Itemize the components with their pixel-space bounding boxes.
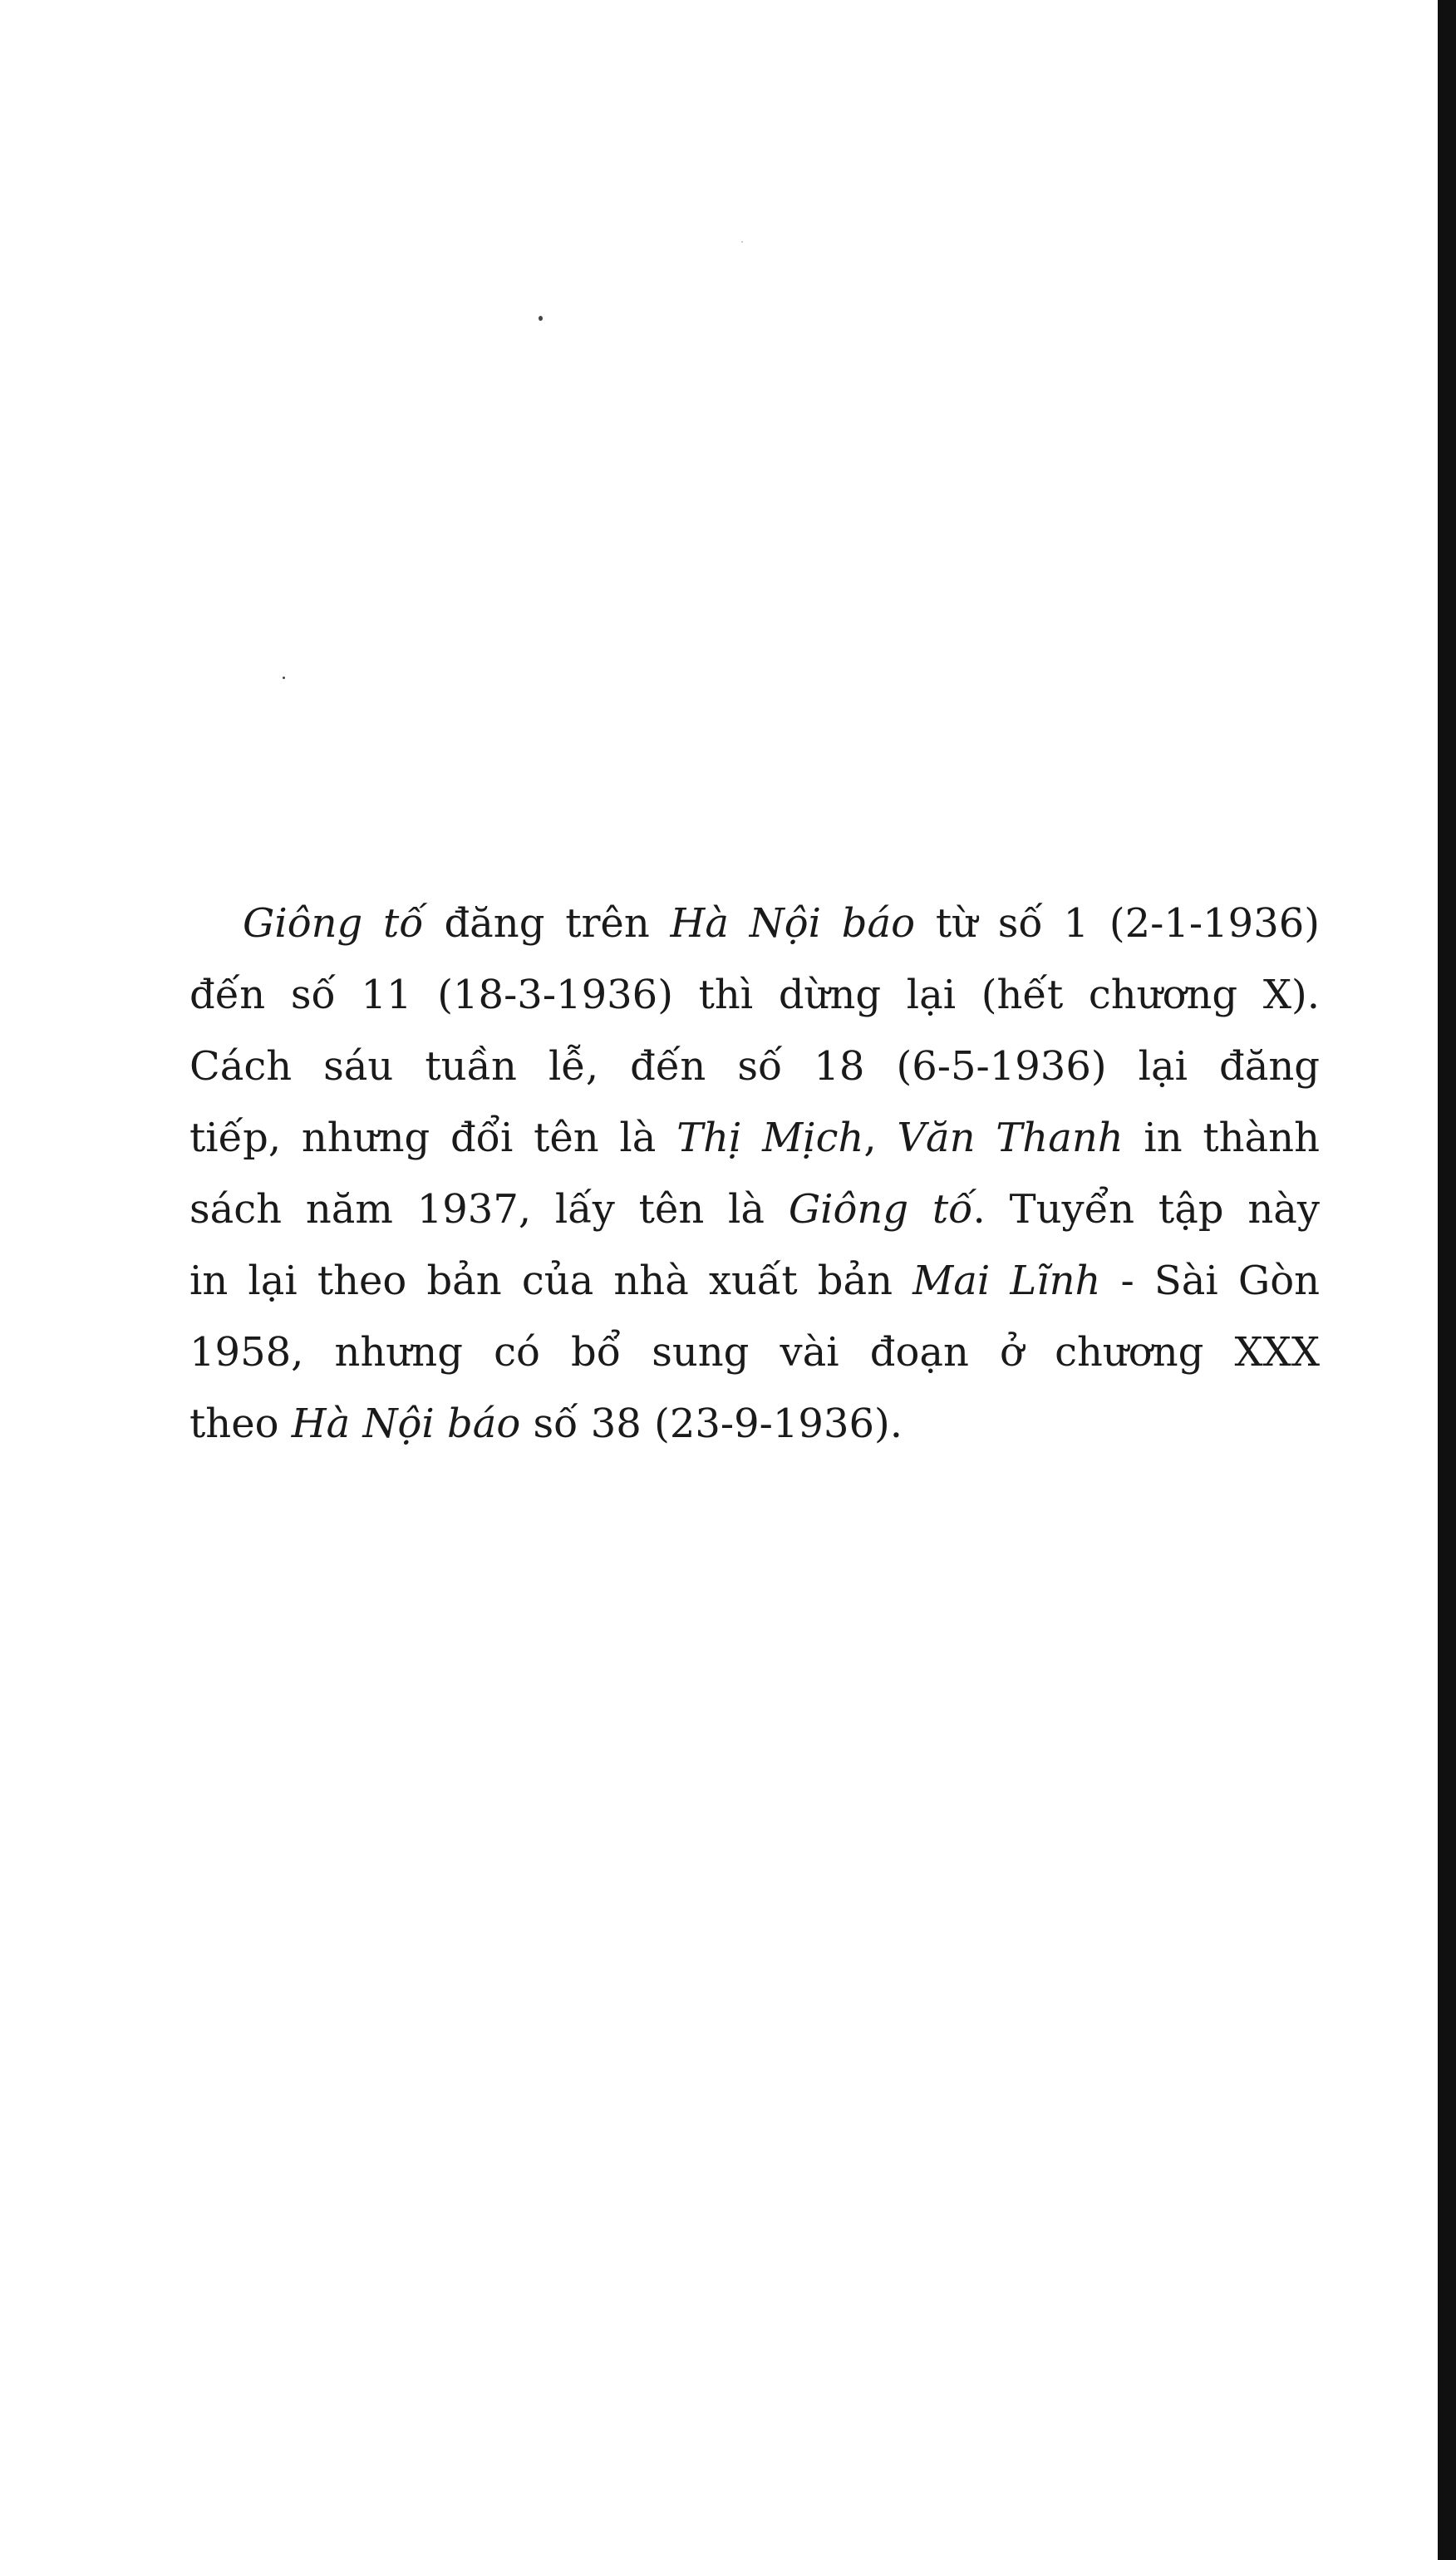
text-run: theo [189, 1401, 292, 1447]
text-run: đăng trên [423, 900, 671, 947]
text-run: - Sài Gòn [1100, 1258, 1321, 1304]
text-run: số 38 (23-9-1936). [520, 1401, 903, 1447]
publication-note [189, 888, 1320, 1460]
italic-title: Giông tố [788, 1186, 973, 1233]
text-run: in lại theo bản của nhà xuất bản [189, 1258, 913, 1304]
italic-title: Giông tố [243, 900, 424, 947]
text-line [189, 1031, 1320, 1102]
italic-title: Văn Thanh [897, 1115, 1124, 1161]
text-run: sách năm 1937, lấy tên là [189, 1186, 789, 1233]
text-line [189, 1245, 1320, 1317]
text-run: đến số 11 (18-3-1936) thì dừng lại (hết chương X). [189, 972, 1320, 1018]
text-line [189, 1388, 1320, 1460]
italic-title: Hà Nội báo [291, 1401, 521, 1447]
text-run: 1958, nhưng có bổ sung vài đoạn ở chương XXX [189, 1329, 1320, 1376]
text-line [189, 888, 1320, 959]
text-run: từ số 1 (2-1-1936) [915, 900, 1321, 947]
text-line [189, 959, 1320, 1031]
italic-title: Thị Mịch [676, 1115, 864, 1161]
text-run: Cách sáu tuần lễ, đến số 18 (6-5-1936) lại đăng [189, 1043, 1320, 1090]
text-line [189, 1174, 1320, 1245]
text-run: , [863, 1115, 898, 1161]
print-speck [539, 316, 543, 321]
italic-title: Mai Lĩnh [912, 1258, 1101, 1304]
text-run: tiếp, nhưng đổi tên là [189, 1115, 677, 1161]
text-line [189, 1102, 1320, 1174]
print-speck [741, 241, 743, 243]
italic-title: Hà Nội báo [670, 900, 916, 947]
text-line [189, 1317, 1320, 1388]
print-speck [283, 677, 285, 679]
text-run: in thành [1123, 1115, 1320, 1161]
text-run: . Tuyển tập này [972, 1186, 1320, 1233]
page-edge-shadow [1438, 0, 1456, 2560]
